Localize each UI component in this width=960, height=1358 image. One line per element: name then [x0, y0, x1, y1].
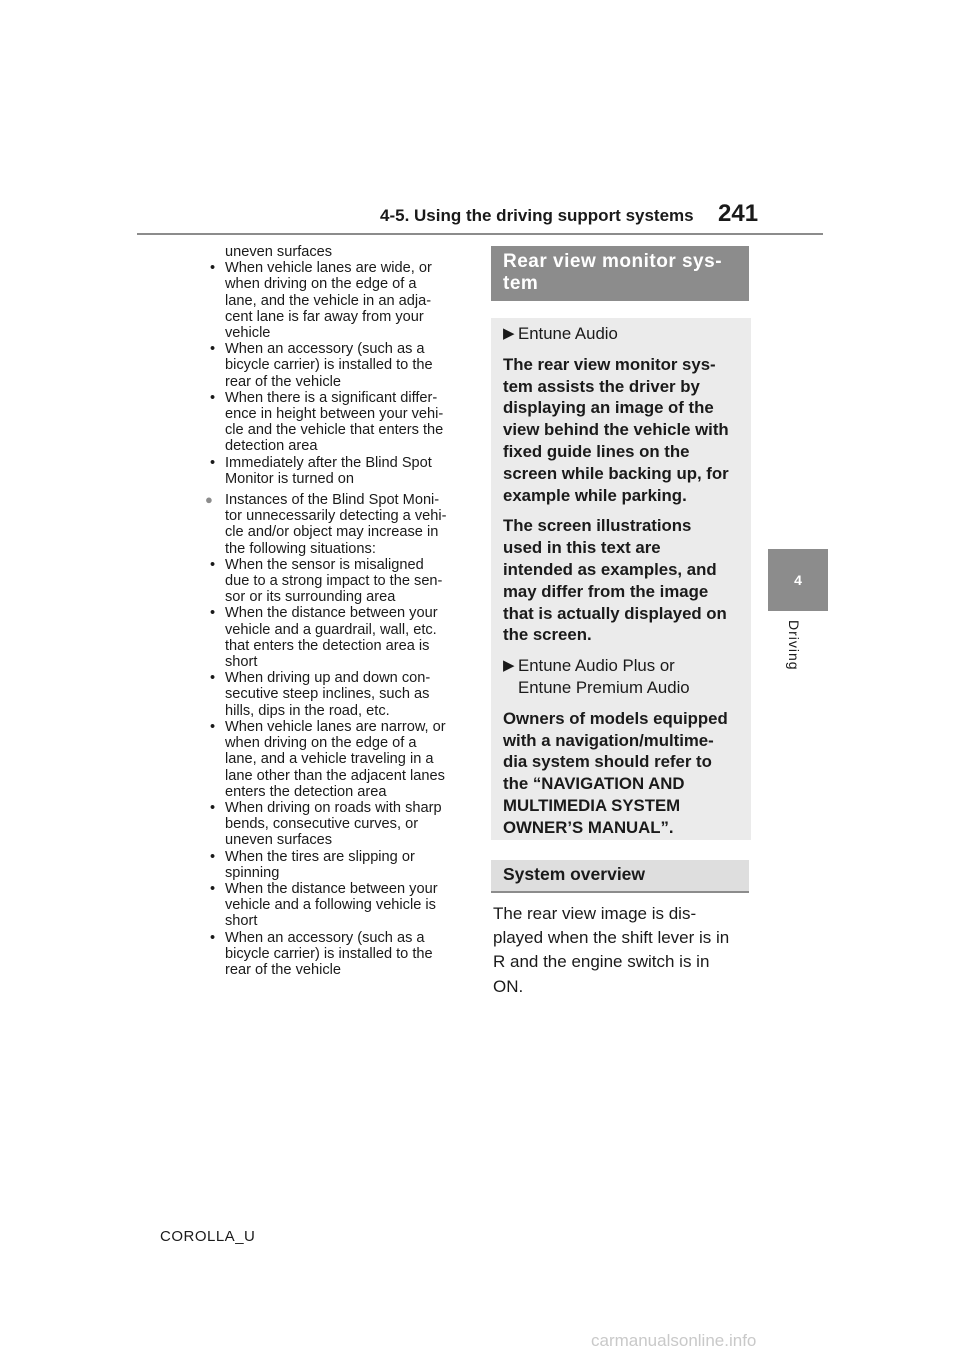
triangle-bullet-icon: ▶ — [503, 325, 515, 342]
para-monitor-description — [503, 354, 739, 507]
text-line: screen while backing up, for — [503, 463, 729, 483]
list-item-line: cent lane is far away from your — [225, 308, 424, 325]
list-item-line: vehicle and a guardrail, wall, etc. — [225, 621, 437, 638]
text-line: the following situations: — [225, 540, 376, 557]
list-item-line: When an accessory (such as a — [225, 341, 425, 358]
heading-line: Rear view monitor sys- — [503, 251, 723, 272]
list-item — [205, 881, 470, 930]
item-entune-audio-label: Entune Audio — [518, 324, 618, 343]
bullet-list-a — [205, 260, 470, 487]
item-entune-audio-plus-label — [518, 655, 739, 699]
list-item-line: when driving on the edge of a — [225, 735, 417, 752]
text-line: Instances of the Blind Spot Moni- — [225, 492, 440, 509]
list-item-line: When the distance between your — [225, 880, 438, 897]
text-line: Entune Audio Plus or — [518, 656, 675, 676]
continuation-line: uneven surfaces — [225, 244, 333, 260]
para-screen-illustrations — [503, 515, 739, 646]
text-line: OWNER’S MANUAL”. — [503, 817, 674, 837]
list-item — [205, 557, 470, 606]
text-line: used in this text are — [503, 538, 661, 558]
list-item — [205, 719, 470, 800]
list-item-line: When driving on roads with sharp — [225, 799, 442, 816]
list-item — [205, 930, 470, 979]
text-line: that is actually displayed on — [503, 603, 727, 623]
list-item — [205, 849, 470, 881]
header-section-title: 4-5. Using the driving support systems — [380, 206, 694, 225]
list-item — [205, 260, 470, 341]
text-line: tor unnecessarily detecting a vehi- — [225, 508, 447, 525]
list-item-line: vehicle — [225, 325, 271, 342]
list-item-line: when driving on the edge of a — [225, 276, 417, 293]
text-line: played when the shift lever is in — [493, 928, 730, 948]
bullet-icon: • — [210, 880, 216, 897]
circle-item-text — [225, 492, 470, 557]
info-box — [491, 318, 751, 840]
list-item-line: detection area — [225, 438, 318, 455]
list-item-line: lane, and the vehicle in an adja- — [225, 292, 432, 309]
footer-model: COROLLA_U — [160, 1228, 256, 1245]
list-item — [205, 341, 470, 390]
left-column — [205, 244, 470, 978]
text-line: view behind the vehicle with — [503, 420, 729, 440]
list-item-line: sor or its surrounding area — [225, 589, 396, 606]
section-heading-rear-view — [491, 246, 749, 301]
triangle-bullet-icon: ▶ — [503, 657, 515, 675]
list-item-line: uneven surfaces — [225, 832, 333, 849]
list-item-line: rear of the vehicle — [225, 373, 342, 390]
list-item-line: short — [225, 913, 258, 930]
text-line: displaying an image of the — [503, 398, 714, 418]
text-line: the “NAVIGATION AND — [503, 774, 685, 794]
text-line: cle and/or object may increase in — [225, 524, 439, 541]
text-line: example while parking. — [503, 485, 687, 505]
text-line: the screen. — [503, 625, 592, 645]
bullet-icon: • — [210, 605, 216, 622]
bullet-icon: • — [210, 556, 216, 573]
list-item-line: When the sensor is misaligned — [225, 556, 424, 573]
text-line: The screen illustrations — [503, 516, 692, 536]
bullet-icon: • — [210, 454, 216, 471]
circle-bullet-icon: ● — [205, 492, 213, 508]
bullet-list-b — [205, 557, 470, 978]
bullet-icon: • — [210, 718, 216, 735]
list-item-line: cle and the vehicle that enters the — [225, 422, 444, 439]
list-item-line: When vehicle lanes are narrow, or — [225, 718, 446, 735]
list-item-line: vehicle and a following vehicle is — [225, 897, 436, 914]
list-item-line: enters the detection area — [225, 783, 387, 800]
list-item-line: rear of the vehicle — [225, 961, 342, 978]
list-item-line: When the distance between your — [225, 605, 438, 622]
chapter-tab[interactable]: 4 — [768, 549, 828, 611]
bullet-icon: • — [210, 389, 216, 406]
bullet-icon: • — [210, 341, 216, 358]
text-line: Owners of models equipped — [503, 708, 728, 728]
list-item-line: hills, dips in the road, etc. — [225, 702, 390, 719]
text-line: dia system should refer to — [503, 752, 712, 772]
item-entune-audio — [503, 323, 739, 345]
list-item-line: bends, consecutive curves, or — [225, 816, 419, 833]
list-item-line: spinning — [225, 864, 280, 881]
bullet-icon: • — [210, 929, 216, 946]
heading-line: tem — [503, 273, 539, 294]
watermark: carmanualsonline.info — [591, 1331, 757, 1350]
bullet-icon: • — [210, 670, 216, 687]
text-line: ON. — [493, 976, 524, 996]
header-rule — [137, 233, 823, 235]
list-item-line: When vehicle lanes are wide, or — [225, 260, 432, 277]
list-item-line: Monitor is turned on — [225, 470, 354, 487]
circle-item — [205, 492, 470, 557]
system-overview-text — [493, 902, 751, 999]
list-item-line: short — [225, 654, 258, 671]
chapter-tab-label: Driving — [786, 620, 802, 671]
list-item-line: When the tires are slipping or — [225, 848, 415, 865]
bullet-icon: • — [210, 799, 216, 816]
list-item-line: bicycle carrier) is installed to the — [225, 357, 433, 374]
list-item — [205, 670, 470, 719]
page-number: 241 — [718, 200, 759, 227]
list-item — [205, 455, 470, 487]
text-line: with a navigation/multime- — [503, 730, 714, 750]
list-item-line: When there is a significant differ- — [225, 389, 438, 406]
list-item — [205, 605, 470, 670]
list-item-line: lane other than the adjacent lanes — [225, 767, 445, 784]
section-heading-system-overview: System overview — [491, 860, 749, 893]
text-line: fixed guide lines on the — [503, 441, 690, 461]
list-item-line: When an accessory (such as a — [225, 929, 425, 946]
list-item-line: lane, and a vehicle traveling in a — [225, 751, 434, 768]
list-item-line: that enters the detection area is — [225, 637, 430, 654]
text-line: may differ from the image — [503, 581, 709, 601]
text-line: tem assists the driver by — [503, 376, 700, 396]
bullet-icon: • — [210, 848, 216, 865]
para-navigation-owners — [503, 708, 739, 839]
list-item — [205, 390, 470, 455]
text-line: Entune Premium Audio — [518, 677, 690, 697]
list-item-line: due to a strong impact to the sen- — [225, 573, 443, 590]
text-line: intended as examples, and — [503, 559, 717, 579]
text-line: R and the engine switch is in — [493, 952, 710, 972]
list-item-line: ence in height between your vehi- — [225, 406, 444, 423]
item-entune-audio-plus — [503, 655, 739, 699]
list-item-line: secutive steep inclines, such as — [225, 686, 430, 703]
text-line: MULTIMEDIA SYSTEM — [503, 795, 681, 815]
list-item-line: bicycle carrier) is installed to the — [225, 945, 433, 962]
list-item-line: When driving up and down con- — [225, 670, 431, 687]
list-item-line: Immediately after the Blind Spot — [225, 454, 432, 471]
text-line: The rear view image is dis- — [493, 904, 697, 923]
text-line: The rear view monitor sys- — [503, 354, 716, 374]
bullet-icon: • — [210, 260, 216, 277]
list-item — [205, 800, 470, 849]
